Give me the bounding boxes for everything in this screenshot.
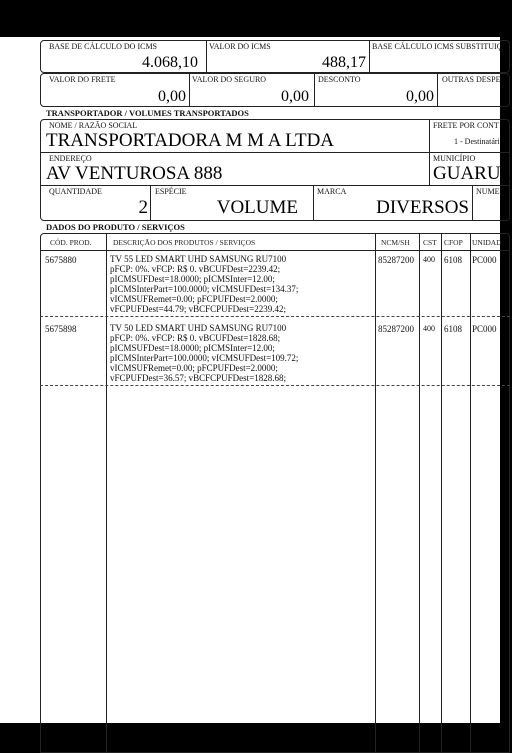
description-line: vICMSUFRemet=0.00; pFCPUFDest=2.0000; <box>110 294 278 304</box>
products-section-title: DADOS DO PRODUTO / SERVIÇOS <box>46 222 185 232</box>
transportadora-name: TRANSPORTADORA M M A LTDA <box>46 130 335 151</box>
numeracao-label: NUME <box>476 187 500 196</box>
row-code: 5675898 <box>45 324 77 334</box>
col-header-ncm: NCM/SH <box>381 238 410 247</box>
quantidade-value: 2 <box>138 197 148 218</box>
especie-value: VOLUME <box>216 197 298 218</box>
endereco-value: AV VENTUROSA 888 <box>46 163 223 184</box>
base-st-label: BASE CÁLCULO ICMS SUBSTITUIÇ <box>372 42 503 51</box>
marca-value: DIVERSOS <box>376 197 469 218</box>
municipio-label: MUNICÍPIO <box>433 154 476 163</box>
base-calculo-icms-label: BASE DE CÁLCULO DO ICMS <box>49 42 158 51</box>
valor-frete-value: 0,00 <box>158 88 186 105</box>
desconto-value: 0,00 <box>406 88 434 105</box>
col-header-desc: DESCRIÇÃO DOS PRODUTOS / SERVIÇOS <box>113 238 256 247</box>
especie-label: ESPÉCIE <box>155 187 187 196</box>
col-header-cod: CÓD. PROD. <box>50 238 92 247</box>
description-line: pFCP: 0%. vFCP: R$ 0. vBCUFDest=2239.42; <box>110 264 281 274</box>
row-ncm: 85287200 <box>378 324 414 334</box>
description-line: pICMSUFDest=18.0000; pICMSInter=12.00; <box>110 343 275 353</box>
frete-por-conta-label: FRETE POR CONT <box>433 121 499 130</box>
description-line: pFCP: 0%. vFCP: R$ 0. vBCUFDest=1828.68; <box>110 333 281 343</box>
col-header-cst: CST <box>423 238 437 247</box>
row-cfop: 6108 <box>444 255 462 265</box>
valor-seguro-label: VALOR DO SEGURO <box>192 75 267 84</box>
description-line: TV 55 LED SMART UHD SAMSUNG RU7100 <box>110 254 287 264</box>
outras-despesas-label: OUTRAS DESPE <box>442 75 501 84</box>
col-header-unid: UNIDAD <box>472 238 502 247</box>
row-unid: PC000 <box>472 255 497 265</box>
desconto-label: DESCONTO <box>318 75 361 84</box>
frete-por-conta-value: 1 - Destinatári <box>454 137 500 146</box>
description-line: vFCPUFDest=44.79; vBCFCPUFDest=2239.42; <box>110 304 286 314</box>
valor-icms-label: VALOR DO ICMS <box>209 42 271 51</box>
transport-section-title: TRANSPORTADOR / VOLUMES TRANSPORTADOS <box>46 108 249 118</box>
quantidade-label: QUANTIDADE <box>49 187 102 196</box>
marca-label: MARCA <box>317 187 347 196</box>
row-cst: 400 <box>423 324 435 333</box>
row-unid: PC000 <box>472 324 497 334</box>
description-line: vFCPUFDest=36.57; vBCFCPUFDest=1828.68; <box>110 373 286 383</box>
row-cst: 400 <box>423 255 435 264</box>
nome-razao-social-label: NOME / RAZÃO SOCIAL <box>49 121 138 130</box>
endereco-label: ENDEREÇO <box>49 154 92 163</box>
row-description <box>110 323 298 383</box>
description-line: pICMSUFDest=18.0000; pICMSInter=12.00; <box>110 274 275 284</box>
row-description <box>110 254 298 314</box>
description-line: vICMSUFRemet=0.00; pFCPUFDest=2.0000; <box>110 363 278 373</box>
row-code: 5675880 <box>45 255 77 265</box>
description-line: TV 50 LED SMART UHD SAMSUNG RU7100 <box>110 323 287 333</box>
col-header-cfop: CFOP <box>444 238 463 247</box>
valor-icms-value: 488,17 <box>322 54 366 71</box>
row-ncm: 85287200 <box>378 255 414 265</box>
valor-seguro-value: 0,00 <box>281 88 309 105</box>
row-cfop: 6108 <box>444 324 462 334</box>
description-line: pICMSInterPart=100.0000; vICMSUFDest=109.72; <box>110 353 299 363</box>
description-line: pICMSInterPart=100.0000; vICMSUFDest=134.37; <box>110 284 299 294</box>
invoice-page <box>0 37 512 723</box>
valor-frete-label: VALOR DO FRETE <box>49 75 116 84</box>
municipio-value: GUARUL <box>433 163 512 184</box>
base-calculo-icms-value: 4.068,10 <box>142 54 198 71</box>
